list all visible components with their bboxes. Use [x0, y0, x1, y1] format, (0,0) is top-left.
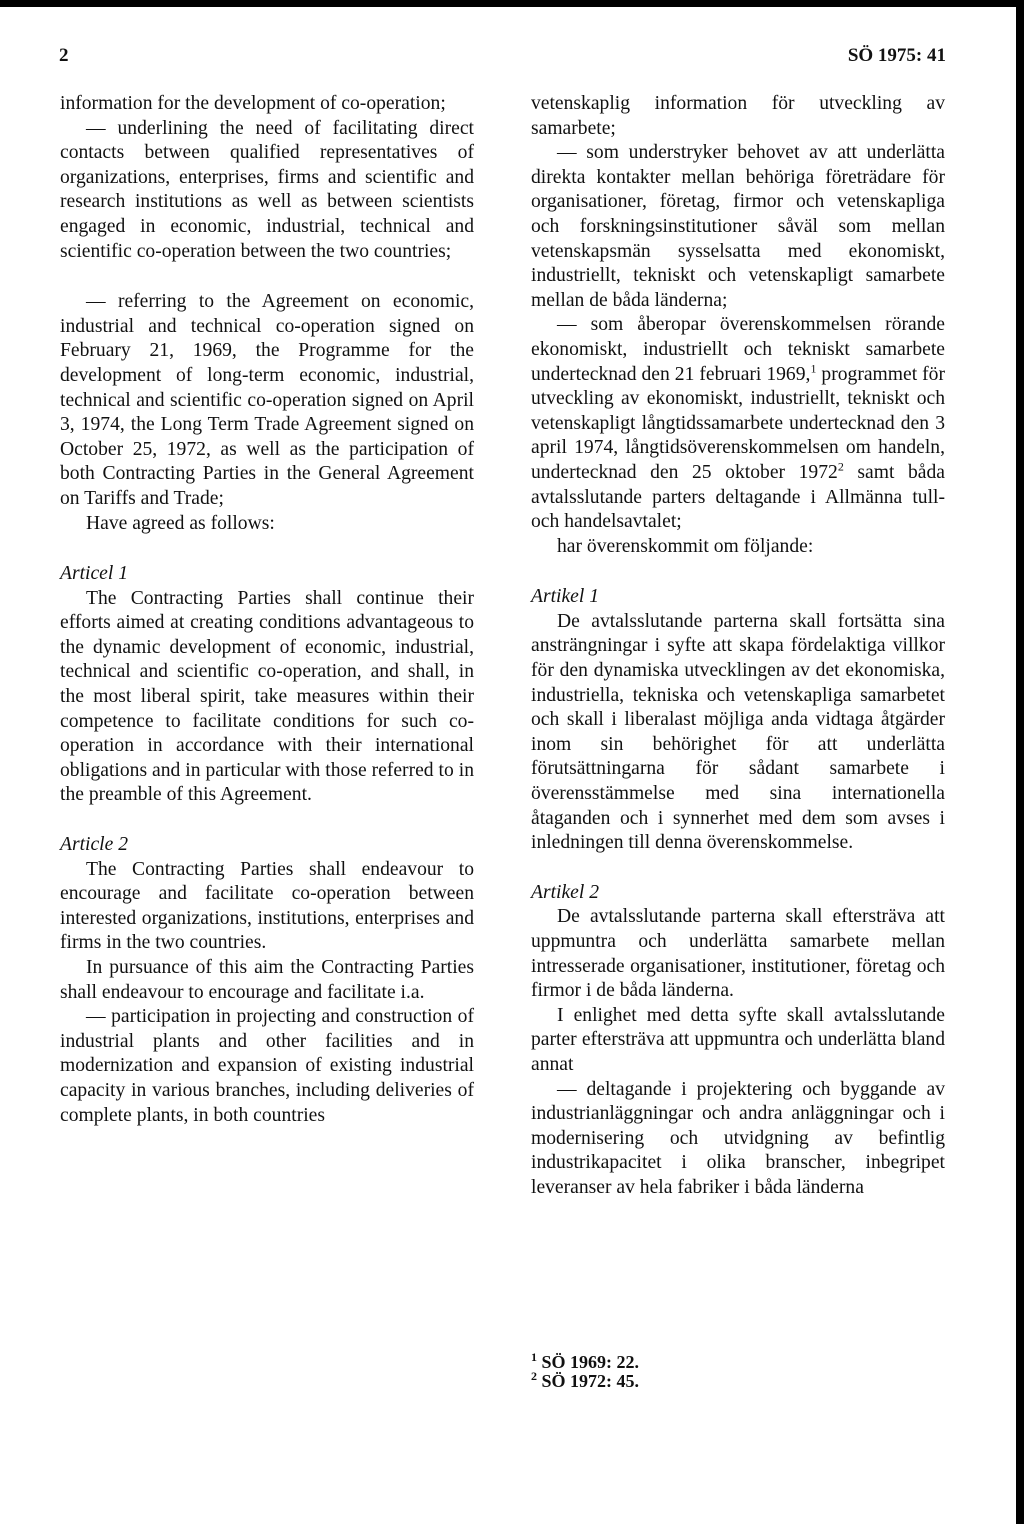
footnote-text: SÖ 1969: 22.: [537, 1352, 640, 1372]
footnote-mark: 1: [531, 1350, 537, 1364]
sv-paragraph-3-part-b: programmet för utveckling av ekonomiskt, industriellt, tekniskt och vetenskapligt långtidssamarbete undertecknad den 3 april 1974, långtidsöverenskommelsen om handeln, undertecknad den 25 oktober 1972: [531, 363, 946, 483]
footnote-mark: 2: [531, 1369, 537, 1383]
en-article-2-heading: Article 2: [60, 834, 129, 856]
en-paragraph-3: — referring to the Agreement on economic, industrial and technical co-operation signed on February 21, 1969, the Programme for the development of long-term economic, industrial, technical and scientific co-operation signed on April 3, 1974, the Long Term Trade Agreement signed on October 25, 1972, as well as the participation of both Contracting Parties in the General Agreement on Tariffs and Trade;: [60, 291, 474, 509]
en-article-1-heading: Articel 1: [60, 563, 129, 585]
footnote-1: [531, 1350, 640, 1372]
sv-article-2-paragraph-2: I enlighet med detta syfte skall avtalsslutande parter eftersträva att uppmuntra och underlätta bland annat: [531, 1004, 945, 1075]
en-article-2-paragraph-1: The Contracting Parties shall endeavour to encourage and facilitate co-operation between interested organizations, institutions, enterprises and firms in the two countries.: [60, 858, 474, 954]
footnote-ref-1: 1: [810, 361, 817, 375]
footnote-2: [531, 1369, 640, 1391]
sv-paragraph-1: vetenskaplig information för utveckling av samarbete;: [531, 93, 945, 139]
page-number: 2: [59, 45, 69, 66]
en-paragraph-4: Have agreed as follows:: [86, 512, 275, 534]
sv-paragraph-4: har överenskommit om följande:: [557, 535, 814, 557]
sv-article-1-text: De avtalsslutande parterna skall fortsätta sina ansträngningar i syfte att skapa fördelaktiga villkor för den dynamiska utvecklingen av det ekonomiska, industriella, tekniska och vetenskapliga samarbetet och skall i liberalast möjliga anda vidtaga åtgärder inom sin behörighet för att underlätta förutsättningarna för sådant samarbete i överensstämmelse med sina internationella åtaganden och i synnerhet med dem som avses i inledningen till denna överenskommelse.: [531, 610, 945, 854]
footnote-text: SÖ 1972: 45.: [537, 1371, 640, 1391]
english-column: [60, 92, 474, 1128]
footnotes: [531, 1350, 640, 1391]
sv-article-2-heading: Artikel 2: [531, 881, 600, 903]
running-head: SÖ 1975: 41: [847, 45, 946, 66]
sv-paragraph-3: [531, 313, 945, 534]
en-article-2-paragraph-2: In pursuance of this aim the Contracting Parties shall endeavour to encourage and facilitate i.a.: [60, 957, 474, 1003]
sv-paragraph-3-part-a: — som åberopar överenskommelsen rörande ekonomiskt, industriellt och tekniskt samarbete undertecknad den 21 februari 1969,: [531, 314, 945, 385]
en-article-2-paragraph-3: — participation in projecting and construction of industrial plants and other facilities and in modernization and expansion of existing industrial capacity in various branches, including deliveries of complete plants, in both countries: [60, 1006, 474, 1126]
sv-article-2-paragraph-1: De avtalsslutande parterna skall eftersträva att uppmuntra och underlätta samarbete mellan intresserade organisationer, institutioner, företag och firmor i de båda länderna.: [531, 906, 945, 1002]
sv-article-1-heading: Artikel 1: [531, 586, 600, 608]
scan-border-right: [1016, 0, 1024, 1524]
scan-border-top: [0, 0, 1024, 7]
en-paragraph-2: — underlining the need of facilitating direct contacts between qualified representatives of organizations, enterprises, firms and scientific and research institutions as well as between scientists engaged in economic, industrial, technical and scientific co-operation between the two countries;: [60, 117, 474, 262]
footnote-ref-2: 2: [837, 459, 844, 474]
sv-paragraph-2: — som understryker behovet av att underlätta direkta kontakter mellan behöriga företrädare för organisationer, företag, firmor och vetenskapliga och forskningsinstitutioner såväl som mellan vetenskapsmän sysselsatta med ekonomiskt, industriellt, tekniskt och vetenskapligt samarbete mellan de båda länderna;: [531, 142, 945, 311]
sv-article-2-paragraph-3: — deltagande i projektering och byggande av industrianläggningar och andra anläggningar och i modernisering och utvidgning av befintlig industrikapacitet i olika branscher, inbegripet leveranser av hela fabriker i båda länderna: [531, 1078, 945, 1198]
en-article-1-text: The Contracting Parties shall continue their efforts aimed at creating conditions advantageous to the dynamic development of economic, industrial, technical and scientific co-operation, and shall, in the most liberal spirit, take measures within their competence to facilitate conditions for such co-operation in accordance with their international obligations and in particular with those referred to in the preamble of this Agreement.: [60, 587, 474, 806]
sv-paragraph-3-part-c: samt båda avtalsslutande parters deltagande i Allmänna tull- och handelsavtalet;: [531, 461, 945, 533]
en-paragraph-1: information for the development of co-operation;: [60, 93, 446, 114]
swedish-column: [531, 92, 945, 1201]
